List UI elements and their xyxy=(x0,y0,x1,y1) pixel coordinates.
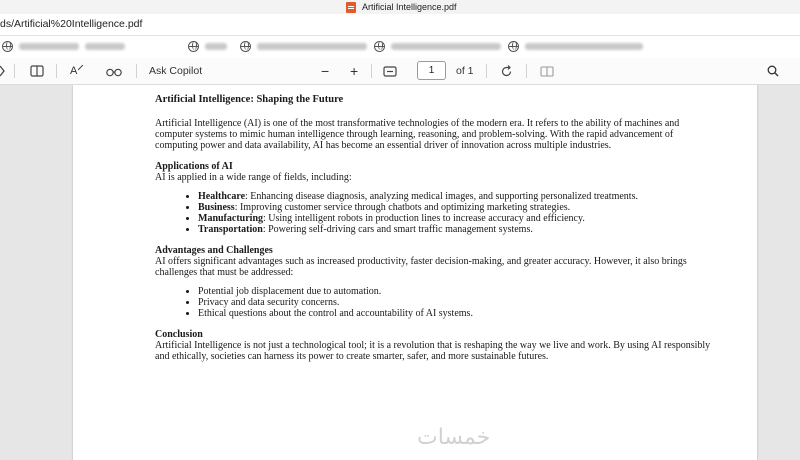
text-options-button[interactable] xyxy=(70,58,84,84)
list-item-text: : Using intelligent robots in production lines to increase accuracy and efficiency. xyxy=(263,213,585,224)
list-item-term: Manufacturing xyxy=(198,213,263,224)
watermark-logo: خمسات xyxy=(417,425,491,450)
list-item xyxy=(198,224,715,235)
list-item-term: Business xyxy=(198,202,235,213)
applications-list xyxy=(155,191,715,235)
zoom-in-button[interactable] xyxy=(350,58,358,84)
text-options-label: A xyxy=(70,65,78,77)
pdf-viewer[interactable] xyxy=(0,85,800,460)
applications-lead: AI is applied in a wide range of fields, including: xyxy=(155,172,352,183)
toolbar-divider xyxy=(56,64,57,78)
zoom-out-button[interactable] xyxy=(321,58,329,84)
advantages-heading: Advantages and Challenges xyxy=(155,245,273,256)
toolbar-divider xyxy=(14,64,15,78)
bookmark-label-blurred xyxy=(19,43,79,50)
list-item: • Privacy and data security concerns. xyxy=(198,297,715,308)
toolbar-divider xyxy=(136,64,137,78)
globe-icon xyxy=(2,41,13,52)
toolbar-divider xyxy=(526,64,527,78)
globe-icon xyxy=(188,41,199,52)
fit-page-icon[interactable] xyxy=(383,58,397,84)
list-item xyxy=(198,213,715,224)
address-bar[interactable] xyxy=(0,14,800,36)
globe-icon xyxy=(508,41,519,52)
window-title-text: Artificial Intelligence.pdf xyxy=(362,2,457,12)
rotate-icon[interactable] xyxy=(500,58,513,84)
list-item xyxy=(198,191,715,202)
bookmark-item[interactable] xyxy=(374,41,501,52)
advantages-lead: AI offers significant advantages such as increased productivity, faster decision-making, and greater accuracy. However, it also brings challenges that must be addressed: xyxy=(155,256,687,278)
bookmark-label-blurred xyxy=(525,43,643,50)
list-item-text: : Powering self-driving cars and smart traffic management systems. xyxy=(262,224,533,235)
zoom-out-label: − xyxy=(321,63,330,79)
list-item: • Ethical questions about the control and accountability of AI systems. xyxy=(198,308,715,319)
toolbar-divider xyxy=(371,64,372,78)
window-titlebar xyxy=(0,0,800,14)
bookmark-item[interactable] xyxy=(240,41,367,52)
pdf-page xyxy=(73,85,757,460)
document-title: Artificial Intelligence: Shaping the Future xyxy=(155,94,344,105)
bookmark-label-blurred xyxy=(85,43,125,50)
address-bar-url[interactable]: ds/Artificial%20Intelligence.pdf xyxy=(0,18,143,30)
list-item xyxy=(198,202,715,213)
bookmark-item[interactable] xyxy=(188,41,227,52)
toolbar-divider xyxy=(486,64,487,78)
pdf-toolbar xyxy=(0,58,800,85)
bookmark-label-blurred xyxy=(205,43,227,50)
page-count xyxy=(456,58,474,84)
bookmark-label-blurred xyxy=(391,43,501,50)
pdf-file-icon xyxy=(346,2,356,13)
chevron-icon[interactable] xyxy=(0,58,8,84)
page-count-label: of 1 xyxy=(456,65,474,77)
globe-icon xyxy=(240,41,251,52)
ask-copilot-button[interactable] xyxy=(149,58,202,84)
list-item-text: : Improving customer service through chatbots and optimizing marketing strategies. xyxy=(234,202,571,213)
globe-icon xyxy=(374,41,385,52)
intro-paragraph: Artificial Intelligence (AI) is one of the most transformative technologies of the modern era. It refers to the ability of machines and computer systems to mimic human intelligence through learning, reasoning, and problem-solving. With the rapid advancement of computing power and data availability, AI has become an essential driver of innovation across multiple industries. xyxy=(155,118,680,151)
read-aloud-icon[interactable] xyxy=(106,58,122,84)
bookmarks-bar xyxy=(0,36,800,59)
bookmark-label-blurred xyxy=(257,43,367,50)
zoom-in-label: + xyxy=(350,63,359,79)
list-item-term: Healthcare xyxy=(198,191,246,202)
list-item-text: : Enhancing disease diagnosis, analyzing medical images, and supporting personalized treatments. xyxy=(245,191,638,202)
immersive-reader-icon[interactable] xyxy=(30,58,44,84)
conclusion-paragraph: Artificial Intelligence is not just a technological tool; it is a revolution that is reshaping the way we live and work. By using AI responsibly and ethically, societies can harness its power to create smarter, safer, and more sustainable futures. xyxy=(155,340,711,362)
page-number-value: 1 xyxy=(428,65,435,76)
bookmark-item[interactable] xyxy=(2,41,125,52)
page-view-icon[interactable] xyxy=(540,58,554,84)
page-number-input[interactable] xyxy=(417,61,446,80)
bookmark-item[interactable] xyxy=(508,41,643,52)
conclusion-heading: Conclusion xyxy=(155,329,203,340)
window-title xyxy=(346,0,457,14)
list-item: • Potential job displacement due to automation. xyxy=(198,286,715,297)
challenges-list xyxy=(155,286,715,319)
applications-heading: Applications of AI xyxy=(155,161,233,172)
search-icon[interactable] xyxy=(767,58,779,84)
list-item-term: Transportation xyxy=(198,224,263,235)
document-body xyxy=(155,94,715,362)
ask-copilot-label: Ask Copilot xyxy=(149,65,203,77)
